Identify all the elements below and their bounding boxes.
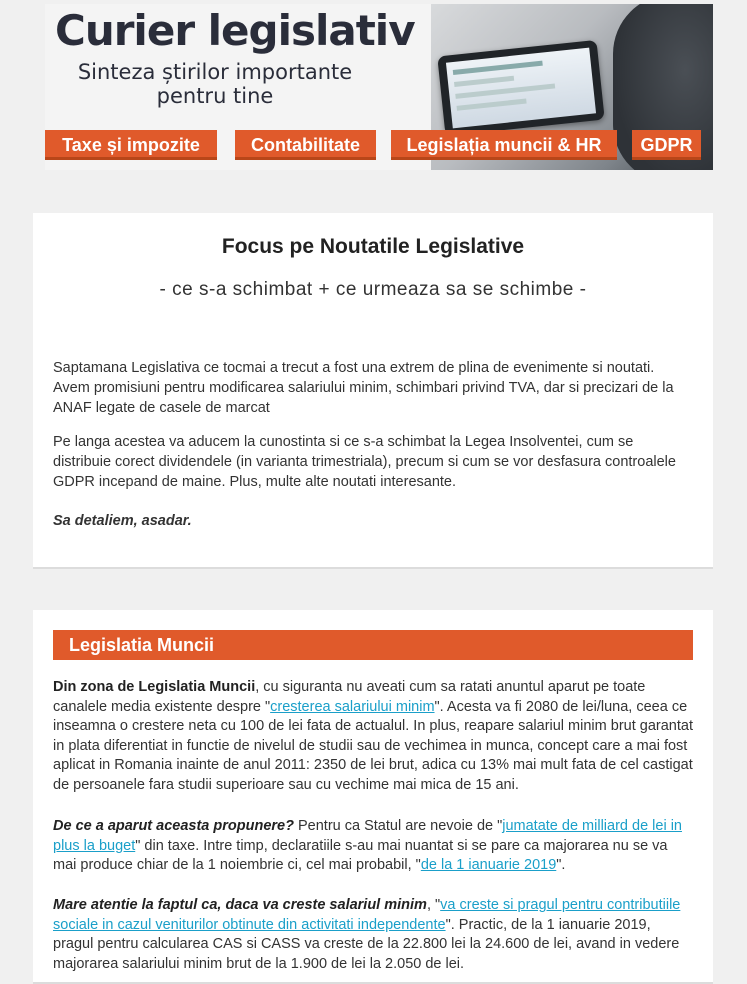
focus-title: Focus pe Noutatile Legislative bbox=[221, 235, 525, 258]
newsletter-banner bbox=[45, 4, 713, 170]
link-1-ianuarie-2019[interactable]: de la 1 ianuarie 2019 bbox=[420, 857, 557, 873]
nav-legislatia-muncii-hr[interactable]: Legislația muncii & HR bbox=[391, 130, 617, 160]
brand-title: Curier legislativ bbox=[55, 6, 415, 55]
intro-paragraph-2: Pe langa acestea va aducem la cunostinta si ce s-a schimbat la Legea Insolventei, cum se distribuie corect dividendele (in varianta trimestriala), precum si cum se vor desfasura controalele GDPR incepand de maine. Plus, multe alte noutati interesante. bbox=[53, 434, 676, 490]
muncii-paragraph-1: Din zona de Legislatia Muncii, cu siguranta nu aveati cum sa ratati anuntul aparut pe toate canalele media existente despre "cresterea salariului minim". Acesta va fi 2080 de lei/luna, ceea ce inseamna o crestere neta cu 100 de lei fata de actualul. In plus, reapare salariul minim brut garantat in plata diferentiat in functie de nivelul de studii sau de vechimea in munca, concept care a mai fost aplicat in Romania inainte de anul 2011: 2350 de lei brut, adica cu 13% mai mult fata de cel castigat de persoanele fara studii superioare sau cu vechime mai mica de 15 ani. bbox=[53, 679, 693, 793]
legislatia-muncii-card bbox=[33, 610, 713, 984]
intro-paragraph-3: Sa detaliem, asadar. bbox=[53, 513, 192, 529]
tablet-image bbox=[437, 40, 604, 136]
focus-card bbox=[33, 213, 713, 569]
focus-subtitle: - ce s-a schimbat + ce urmeaza sa se schimbe - bbox=[159, 279, 587, 300]
intro-paragraph-1: Saptamana Legislativa ce tocmai a trecut a fost una extrem de plina de evenimente si noutati. Avem promisiuni pentru modificarea salariului minim, schimbari privind TVA, dar si precizari de la ANAF legate de casele de marcat bbox=[53, 360, 674, 416]
link-jumatate-miliard[interactable]: jumatate de milliard de lei in plus la buget bbox=[53, 818, 682, 854]
muncii-paragraph-2: De ce a aparut aceasta propunere? Pentru ca Statul are nevoie de "jumatate de milliard de lei in plus la buget" din taxe. Intre timp, declaratiile s-au mai nuantat si se pare ca majorarea nu se va mai produce chiar de la 1 noiembrie ci, cel mai probabil, "de la 1 ianuarie 2019". bbox=[53, 818, 682, 873]
brand-subtitle: Sinteza știrilor importante pentru tine bbox=[77, 60, 353, 108]
link-cresterea-salariului-minim[interactable]: cresterea salariului minim bbox=[270, 698, 435, 715]
link-prag-contributii-sociale[interactable]: va creste si pragul pentru contributiile sociale in cazul veniturilor obtinute din activitati independente bbox=[53, 897, 681, 933]
nav-taxe-impozite[interactable]: Taxe și impozite bbox=[45, 130, 217, 160]
section-heading: Legislatia Muncii bbox=[53, 630, 693, 660]
nav-gdpr[interactable]: GDPR bbox=[632, 130, 701, 160]
nav-contabilitate[interactable]: Contabilitate bbox=[235, 130, 376, 160]
muncii-paragraph-3: Mare atentie la faptul ca, daca va creste salariul minim, "va creste si pragul pentru contributiile sociale in cazul veniturilor obtinute din activitati independente". Practic, de la 1 ianuarie 2019, pragul pentru calcularea CAS si CASS va creste de la 22.800 lei la 24.600 de lei, avand in vedere majorarea salariului minim brut de la 1.900 de lei la 2.050 de lei. bbox=[53, 897, 681, 972]
